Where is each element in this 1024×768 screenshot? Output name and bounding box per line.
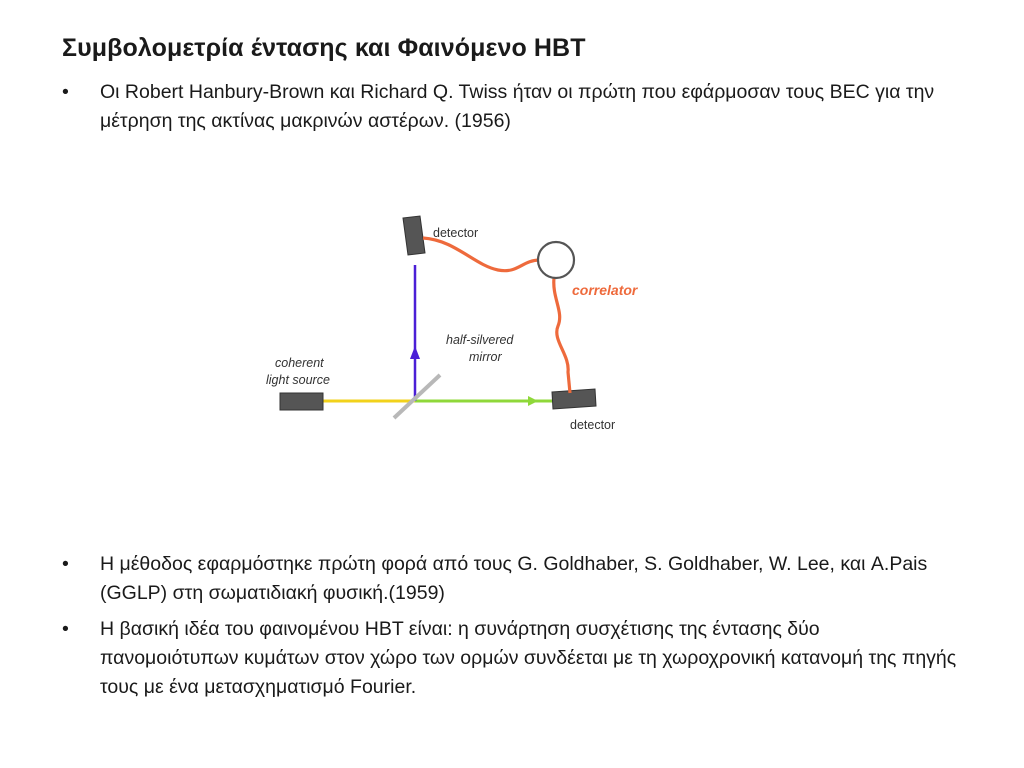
slide-title: Συμβολομετρία έντασης και Φαινόμενο HBT bbox=[62, 34, 586, 62]
bullet-list-top bbox=[62, 78, 962, 143]
bullet-marker: • bbox=[62, 618, 69, 640]
bullet-text: Οι Robert Hanbury-Brown και Richard Q. Twiss ήταν οι πρώτη που εφάρμοσαν τους BEC για την μέτρηση της ακτίνας μακρινών αστέρων. (1956) bbox=[100, 81, 935, 132]
bullet-marker: • bbox=[62, 553, 69, 575]
detector-right-label: detector bbox=[570, 418, 616, 432]
correlator-label: correlator bbox=[572, 282, 638, 298]
bullet-marker: • bbox=[62, 81, 69, 103]
bullet-item bbox=[62, 615, 962, 702]
detector-top-label: detector bbox=[433, 226, 479, 240]
mirror-label-line2: mirror bbox=[469, 350, 502, 364]
hbt-diagram bbox=[250, 180, 690, 460]
beam-arrow-up bbox=[410, 346, 420, 359]
bullet-item bbox=[62, 78, 962, 136]
bullet-text: Η μέθοδος εφαρμόστηκε πρώτη φορά από τους G. Goldhaber, S. Goldhaber, W. Lee, και A.Pais (GGLP) στη σωματιδιακή φυσική.(1959) bbox=[100, 553, 928, 604]
cable-top bbox=[423, 238, 540, 271]
cable-right bbox=[554, 278, 570, 393]
bullet-list-bottom bbox=[62, 550, 962, 709]
detector-top-box bbox=[403, 216, 425, 255]
light-source-box bbox=[280, 393, 323, 410]
beam-arrow-right bbox=[528, 396, 538, 406]
mirror-label-line1: half-silvered bbox=[446, 333, 514, 347]
correlator-circle bbox=[538, 242, 574, 278]
source-label-line1: coherent bbox=[275, 356, 324, 370]
bullet-item bbox=[62, 550, 962, 608]
detector-right-box bbox=[552, 389, 596, 409]
source-label-line2: light source bbox=[266, 373, 330, 387]
half-silvered-mirror bbox=[394, 375, 440, 418]
bullet-text: Η βασική ιδέα του φαινομένου HBT είναι: η συνάρτηση συσχέτισης της έντασης δύο πανομοιότυπων κυμάτων στον χώρο των ορμών συνδέεται με τη χωροχρονική κατανομή της πηγής τους με ένα μετασχηματισμό Fourier. bbox=[100, 618, 957, 698]
